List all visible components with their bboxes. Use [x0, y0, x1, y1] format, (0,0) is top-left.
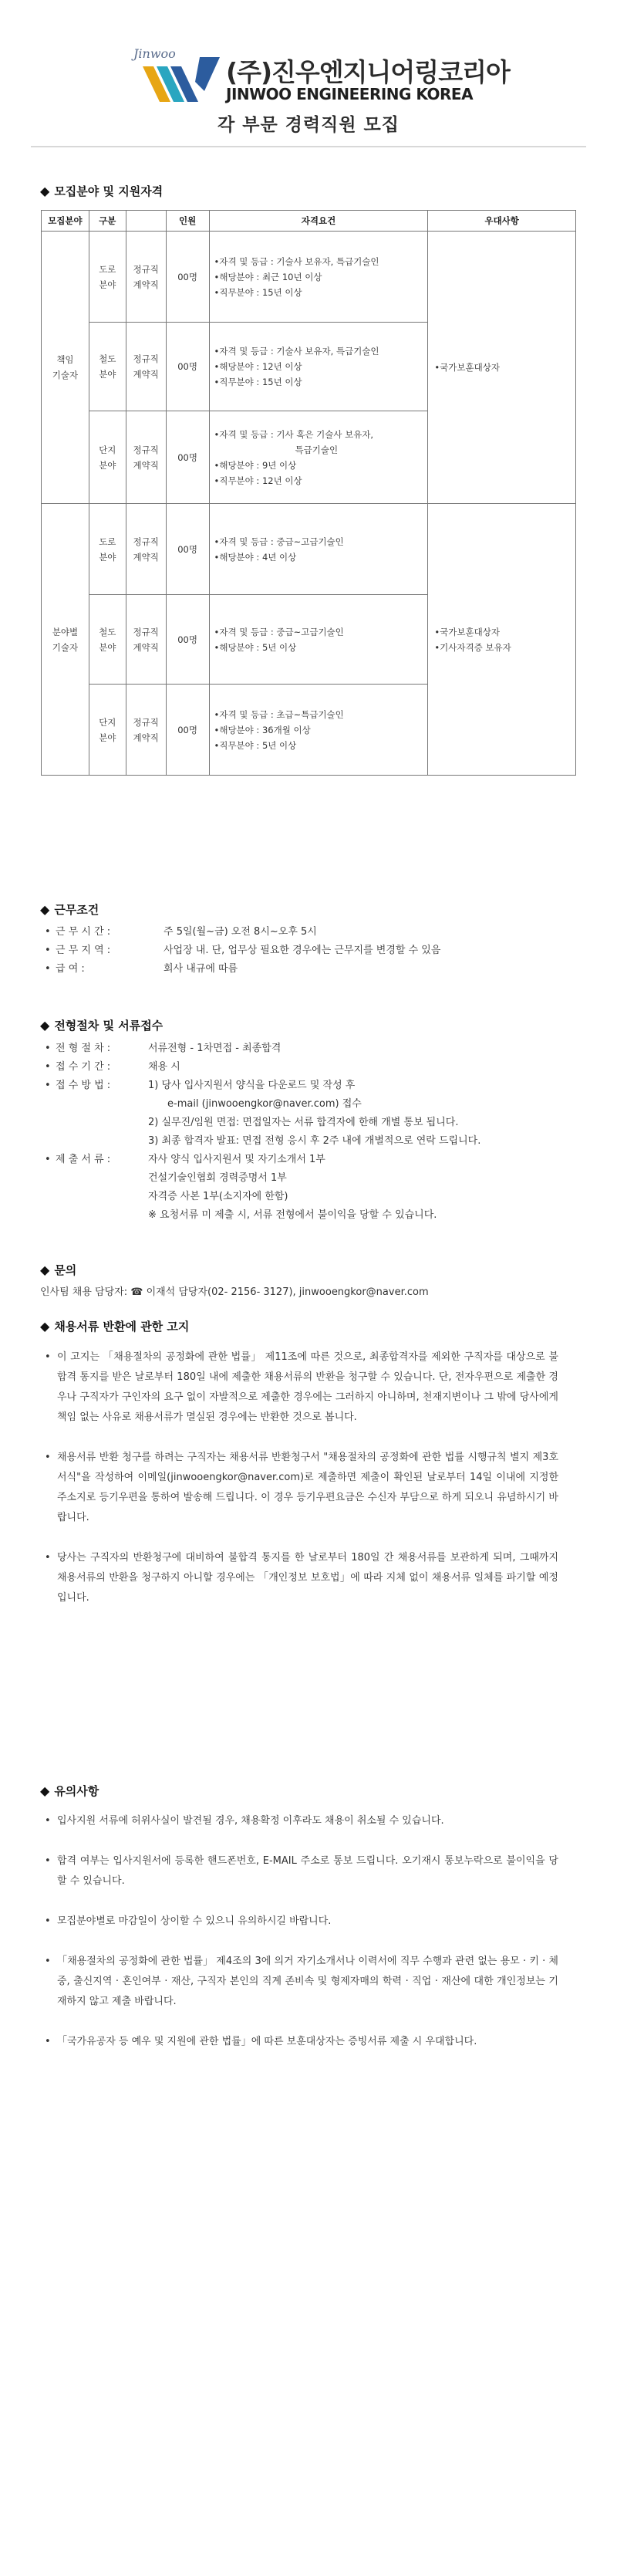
list-item: • 근 무 지 역 : 사업장 내. 단, 업무상 필요한 경우에는 근무지를 변경할 수 있음	[40, 941, 580, 960]
company-logo	[133, 46, 510, 104]
list-item: • 접 수 방 법 : 1) 당사 입사지원서 양식을 다운로드 및 작성 후	[40, 1077, 580, 1095]
header-preference: 우대사항	[428, 211, 576, 232]
count-cell: 00명	[166, 232, 209, 323]
table-header-row	[42, 211, 576, 232]
section-heading-inquiry: ◆ 문의	[40, 1263, 77, 1277]
notes-list	[40, 1811, 558, 2052]
process-list: • 전 형 절 차 : 서류전형 - 1차면접 - 최종합격 • 접 수 기 간 : 채용 시 • 접 수 방 법 : 1) 당사 입사지원서 양식을 다운로드 및 작성 후 e-mail (jinwooengkor@naver.com) 접수 2) 실무진/임원 면접: 면접일자는 서류 합격자에 한해 개별 통보 됩니다. 3) 최종 합격자 발표: 면접 전형 응시 후 2주 내에 개별적으로 연락 드립니다. • 제 출 서 류 : 자사 양식 입사지원서 및 자기소개서 1부 건설기술인협회 경력증명서 1부 자격증 사본 1부(소지자에 한함) ※ 요청서류 미 제출 시, 서류 전형에서 불이익을 당할 수 있습니다.	[40, 1040, 580, 1225]
list-item: • 급 여 : 회사 내규에 따름	[40, 960, 580, 979]
field-cell: 분야별 기술자	[42, 504, 89, 776]
count-cell: 00명	[166, 595, 209, 685]
count-cell: 00명	[166, 323, 209, 411]
requirements-cell: •자격 및 등급 : 기술사 보유자, 특급기술인 •해당분야 : 최근 10년 이상 •직무분야 : 15년 이상	[209, 232, 428, 323]
title-divider	[31, 146, 586, 147]
company-name-english: JINWOO ENGINEERING KOREA	[226, 85, 474, 103]
conditions-list	[40, 923, 580, 979]
type-cell: 정규직 계약직	[126, 595, 166, 685]
table-row	[42, 504, 576, 595]
list-item: • 당사는 구직자의 반환청구에 대비하여 불합격 통지를 한 날로부터 180일 간 채용서류를 보관하게 되며, 그때까지 채용서류의 반환을 청구하지 아니할 경우에는 「개인정보 보호법」에 따라 지체 없이 채용서류 일체를 파기할 예정입니다.	[40, 1548, 558, 1608]
header-count: 인원	[166, 211, 209, 232]
type-cell: 정규직 계약직	[126, 685, 166, 776]
requirements-cell: •자격 및 등급 : 기사 혹은 기술사 보유자, 특급기술인 •해당분야 : 9년 이상 •직무분야 : 12년 이상	[209, 411, 428, 504]
division-cell: 도로 분야	[89, 232, 126, 323]
diamond-icon: ◆	[40, 184, 50, 198]
header-type	[126, 211, 166, 232]
header-division: 구분	[89, 211, 126, 232]
diamond-icon: ◆	[40, 1783, 50, 1798]
section-heading-process: ◆ 전형절차 및 서류접수	[40, 1018, 164, 1033]
section-heading-return: ◆ 채용서류 반환에 관한 고지	[40, 1319, 190, 1334]
list-item: • 이 고지는 「채용절차의 공정화에 관한 법률」 제11조에 따른 것으로, 최종합격자를 제외한 구직자를 대상으로 불합격 통지를 받은 날로부터 180일 내에 제출한 채용서류의 반환을 청구할 수 있습니다. 단, 전자우편으로 제출한 경우나 구직자가 구인자의 요구 없이 자발적으로 제출한 경우에는 그러하지 아니하며, 천재지변이나 그 밖에 당사에게 책임 없는 사유로 채용서류가 멸실된 경우에는 반환한 것으로 봅니다.	[40, 1347, 558, 1428]
logo-small-text: Jinwoo	[133, 46, 176, 61]
list-item: • 「국가유공자 등 예우 및 지원에 관한 법률」에 따른 보훈대상자는 증빙서류 제출 시 우대합니다.	[40, 2032, 558, 2052]
requirements-cell: •자격 및 등급 : 중급~고급기술인 •해당분야 : 5년 이상	[209, 595, 428, 685]
division-cell: 철도 분야	[89, 595, 126, 685]
jinwoo-logo-icon	[140, 56, 224, 103]
list-item: • 합격 여부는 입사지원서에 등록한 핸드폰번호, E-MAIL 주소로 통보 드립니다. 오기재시 통보누락으로 불이익을 당할 수 있습니다.	[40, 1851, 558, 1891]
division-cell: 도로 분야	[89, 504, 126, 595]
diamond-icon: ◆	[40, 1018, 50, 1033]
requirements-cell: •자격 및 등급 : 중급~고급기술인 •해당분야 : 4년 이상	[209, 504, 428, 595]
type-cell: 정규직 계약직	[126, 323, 166, 411]
list-item: • 근 무 시 간 : 주 5일(월~금) 오전 8시~오후 5시	[40, 923, 580, 941]
header-requirements: 자격요건	[209, 211, 428, 232]
page-title: 각 부문 경력직원 모집	[217, 115, 400, 135]
list-item: • 제 출 서 류 : 자사 양식 입사지원서 및 자기소개서 1부	[40, 1151, 580, 1169]
preference-cell: •국가보훈대상자 •기사자격증 보유자	[428, 504, 576, 776]
inquiry-contact: 인사팀 채용 담당자: ☎ 이재석 담당자(02- 2156- 3127), jinwooengkor@naver.com	[40, 1286, 429, 1298]
header-field: 모집분야	[42, 211, 89, 232]
table-row	[42, 232, 576, 323]
type-cell: 정규직 계약직	[126, 232, 166, 323]
preference-cell: •국가보훈대상자	[428, 232, 576, 504]
field-cell: 책임 기술자	[42, 232, 89, 504]
section-heading-notes: ◆ 유의사항	[40, 1783, 99, 1798]
list-item: • 채용서류 반환 청구를 하려는 구직자는 채용서류 반환청구서 "채용절차의 공정화에 관한 법률 시행규칙 별지 제3호 서식"을 작성하여 이메일(jinwooengkor@naver.com)로 제출하면 제출이 확인된 날로부터 14일 이내에 지정한 주소지로 등기우편을 통하여 발송해 드립니다. 이 경우 등기우편요금은 수신자 부담으로 하게 되오니 유념하시기 바랍니다.	[40, 1448, 558, 1528]
recruit-table	[41, 210, 576, 776]
requirements-cell: •자격 및 등급 : 초급~특급기술인 •해당분야 : 36개월 이상 •직무분야 : 5년 이상	[209, 685, 428, 776]
diamond-icon: ◆	[40, 1263, 50, 1277]
count-cell: 00명	[166, 504, 209, 595]
section-heading-conditions: ◆ 근무조건	[40, 902, 99, 917]
division-cell: 단지 분야	[89, 411, 126, 504]
type-cell: 정규직 계약직	[126, 411, 166, 504]
requirements-cell: •자격 및 등급 : 기술사 보유자, 특급기술인 •해당분야 : 12년 이상 •직무분야 : 15년 이상	[209, 323, 428, 411]
list-item: • 전 형 절 차 : 서류전형 - 1차면접 - 최종합격	[40, 1040, 580, 1058]
list-item: • 모집분야별로 마감일이 상이할 수 있으니 유의하시길 바랍니다.	[40, 1912, 558, 1932]
count-cell: 00명	[166, 411, 209, 504]
division-cell: 단지 분야	[89, 685, 126, 776]
return-notice-list	[40, 1347, 558, 1608]
company-name-korean: (주)진우엔지니어링코리아	[226, 57, 510, 87]
section-heading-recruit: ◆ 모집분야 및 지원자격	[40, 184, 164, 198]
division-cell: 철도 분야	[89, 323, 126, 411]
count-cell: 00명	[166, 685, 209, 776]
list-item: • 접 수 기 간 : 채용 시	[40, 1058, 580, 1077]
diamond-icon: ◆	[40, 1319, 50, 1334]
diamond-icon: ◆	[40, 902, 50, 917]
list-item: • 입사지원 서류에 허위사실이 발견될 경우, 채용확정 이후라도 채용이 취소될 수 있습니다.	[40, 1811, 558, 1831]
type-cell: 정규직 계약직	[126, 504, 166, 595]
list-item: • 「채용절차의 공정화에 관한 법률」 제4조의 3에 의거 자기소개서나 이력서에 직무 수행과 관련 없는 용모 · 키 · 체중, 출신지역 · 혼인여부 · 재산, 구직자 본인의 직계 존비속 및 형제자매의 학력 · 직업 · 재산에 대한 개인정보는 기재하지 않고 제출 바랍니다.	[40, 1952, 558, 2012]
